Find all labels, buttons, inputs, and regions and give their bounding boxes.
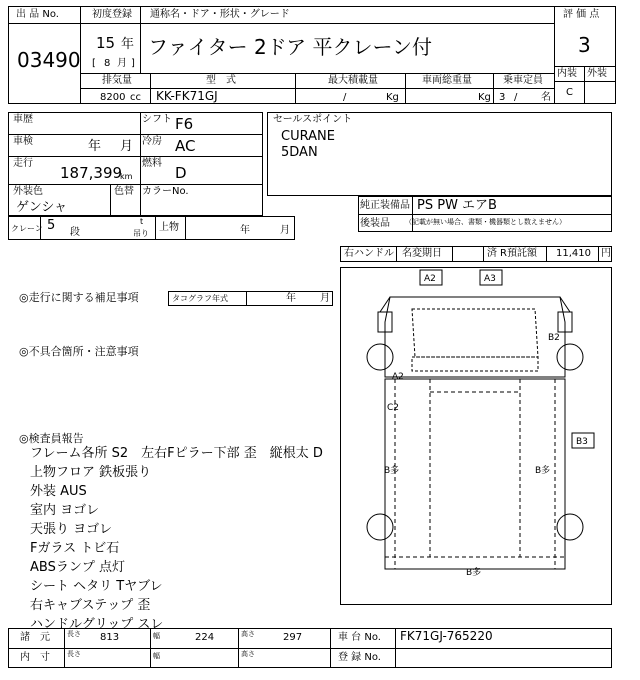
cab-inner [412,309,538,357]
fuel-label: 燃料 [142,158,162,169]
mark-b-many-left: B多 [384,466,400,476]
mileage-label: 走行 [13,158,33,169]
max-load-label: 最大積載量 [328,75,378,86]
capacity-label: 乗車定員 [503,75,543,86]
recycle-unit: 円 [601,248,611,259]
model-label: 型 式 [206,75,236,86]
score-label: 評 価 点 [563,9,600,20]
inspector-line: ハンドルグリップ スレ [30,617,164,632]
front-left-wheel [367,344,393,370]
first-registration-label: 初度登録 [92,9,132,20]
interior-score: C [566,87,573,98]
mark-c2-left: C2 [387,403,400,413]
lot-number: 03490 [17,48,81,72]
inspector-line: ABSランプ 点灯 [30,560,125,575]
vehicle-title: ファイター 2ドア 平クレーン付 [148,35,433,59]
color-value: ゲンシャ [16,200,68,215]
inspector-line: 室内 ヨゴレ [30,503,100,518]
interior-label: 内装 [557,68,577,79]
fuel-value: D [175,164,187,182]
registration-year: 15 [96,34,116,52]
mark-a2-front: A2 [424,274,436,284]
rear-left-wheel [367,514,393,540]
width-value: 224 [195,632,215,643]
upper-label: 上物 [159,222,179,233]
rhd-label: 右ハンドル [344,248,394,259]
recycle-mark: 済 [487,248,497,259]
chassis-label: 車 台 No. [338,632,381,643]
tachograph-label: タコグラフ年式 [172,294,228,303]
color-label: 外装色 [13,186,43,197]
defects-title: ◎不具合箇所・注意事項 [19,345,139,358]
equipment-label: 純正装備品 [360,200,410,211]
interior-dims-label: 内 寸 [20,652,50,663]
aircon-label: 冷房 [142,136,162,147]
mileage-value: 187,399 [60,164,123,182]
color-no-label: カラーNo. [142,186,189,197]
shift-value: F6 [175,115,194,133]
sales-point-1: CURANE [281,129,335,144]
length-value: 813 [100,632,120,643]
mark-b-many-rear: B多 [466,568,482,578]
aftermarket-label: 後装品 [360,218,390,229]
mark-a3-front: A3 [484,274,496,284]
inspector-line: 右キャブステップ 歪 [30,598,151,613]
displacement-label: 排気量 [102,75,132,86]
mark-b-many-right: B多 [535,466,551,476]
sales-point-label: セールスポイント [273,114,353,125]
rear-right-wheel [557,514,583,540]
name-change-label: 名変期日 [402,248,442,259]
registration-month: 8 [104,58,111,69]
inspector-line: 外装 AUS [30,484,87,499]
truck-diagram-svg [340,267,612,605]
chassis-number: FK71GJ-765220 [400,629,493,643]
mark-b2-right: B2 [548,333,560,343]
driving-notes-title: ◎走行に関する補足事項 [19,291,139,304]
capacity-value: 3 [499,92,506,103]
mark-b3-right: B3 [576,437,588,447]
overall-score: 3 [578,33,591,57]
shaken-label: 車検 [13,136,33,147]
year-unit: 年 [121,37,135,52]
car-name-label: 通称名・ドア・形状・グレード [150,9,290,20]
dims-label: 諸 元 [20,632,50,643]
aftermarket-note: （記載が無い場合、書類・機器類とし数えません） [405,218,566,226]
crane-label: クレーン [11,224,43,233]
equipment-value: PS PW エアB [417,198,497,213]
mark-a2-left: A2 [392,372,404,382]
inspector-line: 上物フロア 鉄板張り [30,465,152,480]
shift-label: シフト [142,114,172,125]
gross-weight-label: 車両総重量 [422,75,472,86]
inspector-line: Fガラス トビ石 [30,541,120,556]
height-value: 297 [283,632,303,643]
front-right-wheel [557,344,583,370]
inspector-title: ◎検査員報告 [19,432,84,445]
lot-label: 出 品 No. [16,9,59,20]
inspector-line: フレーム各所 S2 左右Fピラー下部 歪 縦根太 D [30,446,323,461]
sales-point-2: 5DAN [281,145,318,160]
recycle-label: R預託額 [500,248,537,259]
month-unit: 月 [117,58,127,69]
model-code: KK-FK71GJ [156,89,218,103]
recycle-amount: 11,410 [556,248,591,259]
registration-label: 登 録 No. [338,652,381,663]
crane-stages: 5 [47,218,56,233]
displacement-value: 8200 [100,92,126,103]
cab-step [412,357,538,371]
exterior-label: 外装 [587,68,607,79]
inspector-line: シート ヘタリ Tヤブレ [30,579,163,594]
aircon-value: AC [175,137,196,155]
inspector-line: 天張り ヨゴレ [30,522,113,537]
history-label: 車歴 [13,114,33,125]
